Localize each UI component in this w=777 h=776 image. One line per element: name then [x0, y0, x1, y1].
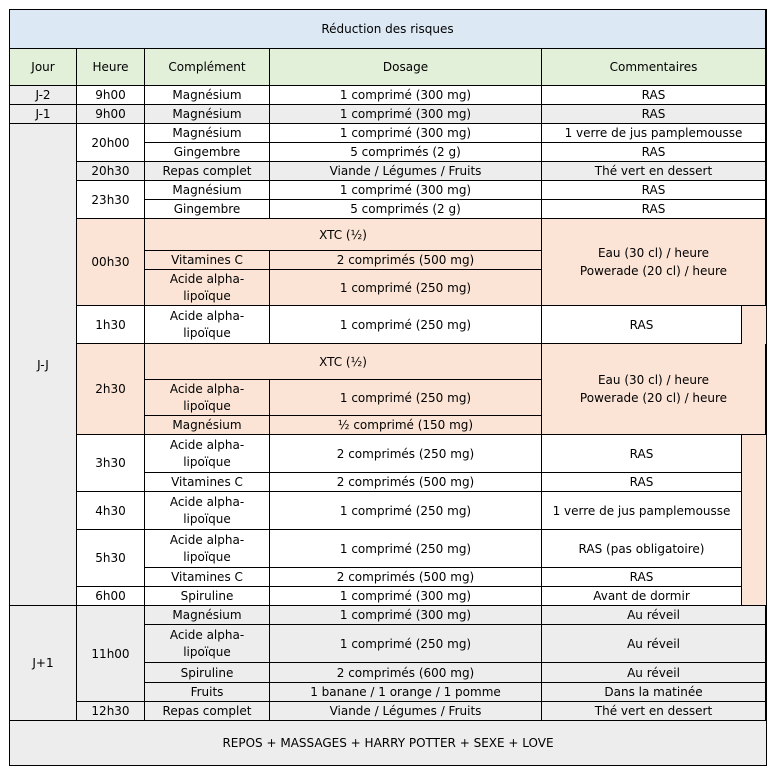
complement-line: Acide alpha- [169, 271, 245, 286]
commentaire-cell: Au réveil [542, 663, 766, 683]
dosage-cell: 2 comprimés (500 mg) [270, 251, 542, 270]
day-j-j: J-J [10, 124, 77, 606]
dosage-cell: 1 comprimé (300 mg) [270, 606, 542, 625]
complement-line: lipoïque [183, 288, 231, 303]
complement-cell: Vitamines C [145, 251, 270, 270]
dosage-cell: 1 comprimé (250 mg) [270, 625, 542, 663]
day-j-plus-1: J+1 [10, 606, 77, 721]
heure-cell: 5h30 [77, 530, 145, 587]
heure-cell: 00h30 [77, 219, 145, 306]
dosage-cell: 1 banane / 1 orange / 1 pomme [270, 683, 542, 702]
heure-cell: 1h30 [77, 306, 145, 344]
dosage-cell: 1 comprimé (250 mg) [270, 380, 542, 416]
dosage-cell: 2 comprimés (500 mg) [270, 568, 542, 587]
table-footer: REPOS + MASSAGES + HARRY POTTER + SEXE + LOVE [10, 721, 766, 765]
complement-line: Acide alpha- [169, 308, 245, 323]
complement-line: Acide alpha- [169, 437, 245, 452]
commentaire-cell: RAS [542, 306, 742, 344]
comment-line: Powerade (20 cl) / heure [579, 264, 728, 278]
complement-line: lipoïque [183, 644, 231, 659]
heure-cell: 23h30 [77, 181, 145, 219]
complement-line: lipoïque [183, 454, 231, 469]
complement-line: lipoïque [183, 549, 231, 564]
complement-line: Acide alpha- [169, 381, 245, 396]
heure-cell: 4h30 [77, 492, 145, 530]
dosage-cell: 1 comprimé (250 mg) [270, 530, 542, 568]
complement-line: lipoïque [183, 398, 231, 413]
xtc-cell: XTC (½) [145, 344, 542, 380]
complement-cell [145, 625, 270, 663]
complement-cell: Repas complet [145, 162, 270, 181]
dosage-cell: 1 comprimé (250 mg) [270, 270, 542, 306]
day-j-minus-2: J-2 [10, 86, 77, 105]
dosage-cell: 1 comprimé (300 mg) [270, 181, 542, 200]
heure-cell: 9h00 [77, 105, 145, 124]
heure-cell: 3h30 [77, 435, 145, 492]
complement-cell: Magnésium [145, 86, 270, 105]
header-commentaires: Commentaires [542, 49, 766, 86]
hydration-comment-cell [542, 344, 766, 435]
header-jour: Jour [10, 49, 77, 86]
risk-reduction-table [9, 9, 767, 766]
header-dosage: Dosage [270, 49, 542, 86]
commentaire-cell: Avant de dormir [542, 587, 742, 606]
heure-cell: 6h00 [77, 587, 145, 606]
heure-cell: 20h30 [77, 162, 145, 181]
commentaire-cell: Au réveil [542, 606, 766, 625]
commentaire-cell: RAS [542, 181, 766, 200]
complement-cell: Vitamines C [145, 568, 270, 587]
complement-line: lipoïque [183, 511, 231, 526]
complement-cell [145, 270, 270, 306]
complement-cell: Fruits [145, 683, 270, 702]
complement-cell [145, 435, 270, 473]
commentaire-cell: RAS [542, 473, 742, 492]
header-heure: Heure [77, 49, 145, 86]
complement-cell: Gingembre [145, 200, 270, 219]
commentaire-cell: Thé vert en dessert [542, 702, 766, 721]
day-j-minus-1: J-1 [10, 105, 77, 124]
complement-line: Acide alpha- [169, 627, 245, 642]
commentaire-cell: RAS [542, 200, 766, 219]
dosage-cell: 1 comprimé (300 mg) [270, 105, 542, 124]
commentaire-cell: Thé vert en dessert [542, 162, 766, 181]
commentaire-cell: RAS (pas obligatoire) [542, 530, 742, 568]
dosage-cell: 5 comprimés (2 g) [270, 200, 542, 219]
comment-line: Eau (30 cl) / heure [597, 373, 710, 387]
complement-cell: Gingembre [145, 143, 270, 162]
complement-cell [145, 530, 270, 568]
dosage-cell: ½ comprimé (150 mg) [270, 416, 542, 435]
complement-line: lipoïque [183, 325, 231, 340]
dosage-cell: 2 comprimés (500 mg) [270, 473, 542, 492]
commentaire-cell: Dans la matinée [542, 683, 766, 702]
dosage-cell: 1 comprimé (250 mg) [270, 306, 542, 344]
xtc-cell: XTC (½) [145, 219, 542, 251]
comment-line: Eau (30 cl) / heure [597, 246, 710, 260]
heure-cell: 9h00 [77, 86, 145, 105]
commentaire-cell: RAS [542, 105, 766, 124]
complement-cell: Spiruline [145, 587, 270, 606]
dosage-cell: 1 comprimé (250 mg) [270, 492, 542, 530]
commentaire-cell: Au réveil [542, 625, 766, 663]
commentaire-cell: 1 verre de jus pamplemousse [542, 124, 766, 143]
dosage-cell: 1 comprimé (300 mg) [270, 124, 542, 143]
dosage-cell: Viande / Légumes / Fruits [270, 162, 542, 181]
commentaire-cell: RAS [542, 568, 742, 587]
comment-line: Powerade (20 cl) / heure [579, 391, 728, 405]
complement-cell: Repas complet [145, 702, 270, 721]
commentaire-cell: RAS [542, 86, 766, 105]
complement-line: Acide alpha- [169, 494, 245, 509]
complement-cell [145, 380, 270, 416]
hydration-comment-cell [542, 219, 766, 306]
complement-cell [145, 492, 270, 530]
complement-cell: Magnésium [145, 105, 270, 124]
complement-cell: Magnésium [145, 416, 270, 435]
complement-cell: Magnésium [145, 606, 270, 625]
complement-cell: Vitamines C [145, 473, 270, 492]
header-complement: Complément [145, 49, 270, 86]
heure-cell: 11h00 [77, 606, 145, 702]
table-title: Réduction des risques [10, 10, 766, 49]
complement-cell [145, 306, 270, 344]
dosage-cell: 2 comprimés (250 mg) [270, 435, 542, 473]
complement-cell: Spiruline [145, 663, 270, 683]
dosage-cell: 1 comprimé (300 mg) [270, 86, 542, 105]
dosage-cell: Viande / Légumes / Fruits [270, 702, 542, 721]
complement-cell: Magnésium [145, 124, 270, 143]
dosage-cell: 2 comprimés (600 mg) [270, 663, 542, 683]
dosage-cell: 1 comprimé (300 mg) [270, 587, 542, 606]
heure-cell: 2h30 [77, 344, 145, 435]
commentaire-cell: RAS [542, 143, 766, 162]
complement-line: Acide alpha- [169, 532, 245, 547]
dosage-cell: 5 comprimés (2 g) [270, 143, 542, 162]
commentaire-cell: 1 verre de jus pamplemousse [542, 492, 742, 530]
complement-cell: Magnésium [145, 181, 270, 200]
heure-cell: 12h30 [77, 702, 145, 721]
commentaire-cell: RAS [542, 435, 742, 473]
heure-cell: 20h00 [77, 124, 145, 162]
